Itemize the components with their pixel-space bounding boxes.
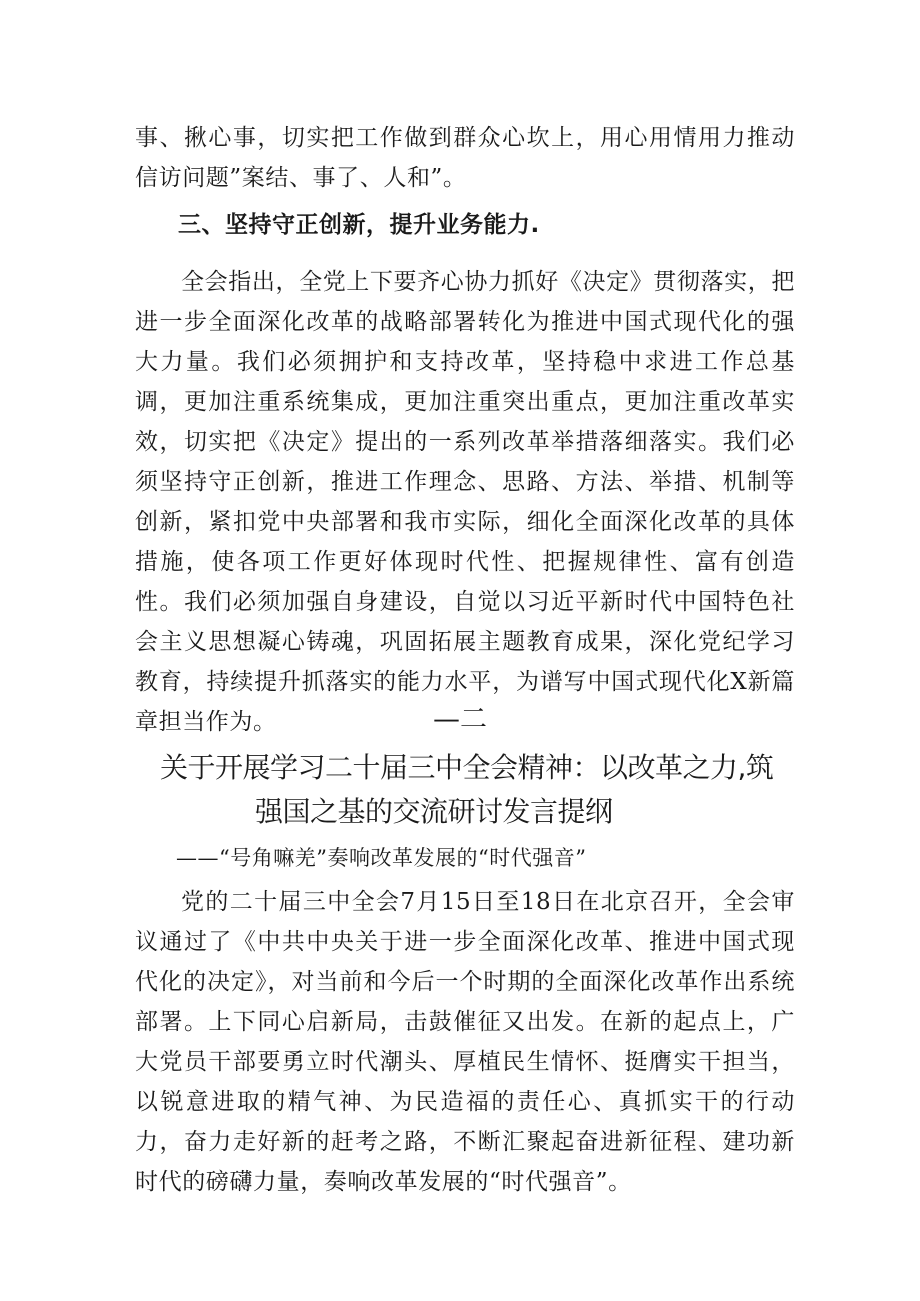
article-body-paragraph: 党的二十届三中全会7月15日至18日在北京召开，全会审议通过了《中共中央关于进一步全面深化改革、推进中国式现代化的决定》，对当前和今后一个时期的全面深化改革作出系统部署。上下同心启新局，击鼓催征又出发。在新的起点上，广大党员干部要勇立时代潮头、厚植民生情怀、挺膺实干担当，以锐意进取的精气神、为民造福的责任心、真抓实干的行动力，奋力走好新的赶考之路，不断汇聚起奋进新征程、建功新时代的磅礴力量，奏响改革发展的“时代强音”。 <box>135 889 795 1195</box>
section3-heading: 三、坚持守正创新，提升业务能力. <box>178 212 540 238</box>
section3-body-paragraph: 全会指出，全党上下要齐心协力抓好《决定》贯彻落实，把进一步全面深化改革的战略部署转化为推进中国式现代化的强大力量。我们必须拥护和支持改革，坚持稳中求进工作总基调，更加注重系统集成，更加注重突出重点，更加注重改革实效，切实把《决定》提出的一系列改革举措落细落实。我们必须坚持守正创新，推进工作理念、思路、方法、举措、机制等创新，紧扣党中央部署和我市实际，细化全面深化改革的具体措施，使各项工作更好体现时代性、把握规律性、富有创造性。我们必须加强自身建设，自觉以习近平新时代中国特色社会主义思想凝心铸魂，巩固拓展主题教育成果，深化党纪学习教育，持续提升抓落实的能力水平，为谱写中国式现代化X新篇章担当作为。 <box>135 269 795 735</box>
article-title-line1: 关于开展学习二十届三中全会精神：以改革之力,筑 <box>160 751 774 784</box>
section1-continuation-paragraph: 事、揪心事，切实把工作做到群众心坎上，用心用情用力推动信访问题”案结、事了、人和”。 <box>135 125 795 191</box>
part-separator: —二 <box>433 704 487 735</box>
article-subtitle: ——“号角嘛羌”奏响改革发展的“时代强音” <box>176 846 587 870</box>
article-title-line2: 强国之基的交流研讨发言提纲 <box>255 795 613 828</box>
